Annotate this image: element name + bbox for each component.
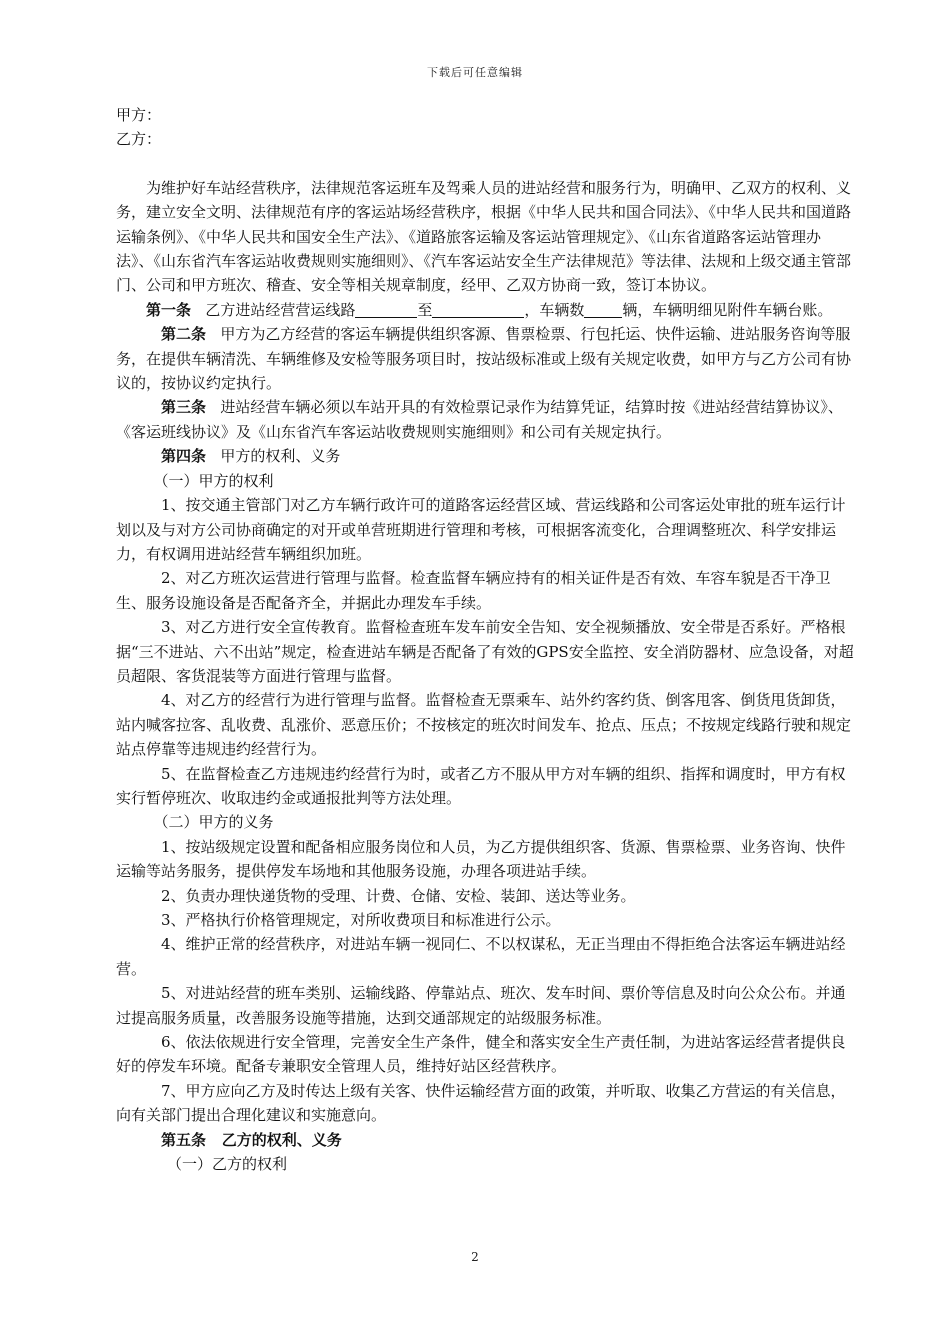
article-5-heading — [116, 1128, 854, 1152]
article-1-text-b: 至 — [417, 300, 433, 319]
article-1-title: 第一条 — [146, 300, 192, 319]
article-5-title: 第五条 — [161, 1130, 207, 1149]
vehicle-count-blank — [584, 301, 622, 318]
article-3 — [116, 395, 854, 444]
page-number: 2 — [471, 1250, 479, 1264]
route-end-blank — [432, 301, 524, 318]
party-a-duty-item: 4、维护正常的经营秩序，对进站车辆一视同仁、不以权谋私，无正当理由不得拒绝合法客运车辆进站经营。 — [116, 935, 846, 978]
party-a-right-item: 3、对乙方进行安全宣传教育。监督检查班车发车前安全告知、安全视频播放、安全带是否系好。严格根据“三不进站、六不出站”规定，检查进站车辆是否配备了有效的GPS安全监控、安全消防器材、应急设备，对超员超限、客货混装等方面进行管理与监督。 — [116, 618, 854, 685]
party-a-duty-item: 3、严格执行价格管理规定，对所收费项目和标准进行公示。 — [161, 911, 561, 929]
party-a-rights-heading: （一）甲方的权利 — [153, 471, 274, 490]
party-a-right-item: 1、按交通主管部门对乙方车辆行政许可的道路客运经营区域、营运线路和公司客运处审批的班车运行计划以及与对方公司协商确定的对开或单营班期进行管理和考核，可根据客流变化，合理调整班次、科学安排运力，有权调用进站经营车辆组织加班。 — [116, 496, 846, 563]
party-a-duty-item: 1、按站级规定设置和配备相应服务岗位和人员，为乙方提供组织客、货源、售票检票、业务咨询、快件运输等站务服务，提供停发车场地和其他服务设施，办理各项进站手续。 — [116, 837, 846, 881]
intro-paragraph: 为维护好车站经营秩序，法律规范客运班车及驾乘人员的进站经营和服务行为，明确甲、乙双方的权利、义务，建立安全文明、法律规范有序的客运站场经营秩序，根据《中华人民共和国合同法》、《中华人民共和国道路运输条例》、《中华人民共和国安全生产法》、《道路旅客运输及客运站管理规定》、《山东省道路客运站管理办法》、《山东省汽车客运站收费规则实施细则》、《汽车客运站安全生产法律规范》等法律、法规和上级交通主管部门、公司和甲方班次、稽查、安全等相关规章制度，经甲、乙双方协商一致，签订本协议。 — [116, 178, 852, 295]
article-2-text: 甲方为乙方经营的客运车辆提供组织客源、售票检票、行包托运、快件运输、进站服务咨询等服务，在提供车辆清洗、车辆维修及安检等服务项目时，按站级标准或上级有关规定收费，如甲方与乙方公司有协议的，按协议约定执行。 — [116, 325, 852, 393]
article-3-title: 第三条 — [161, 398, 207, 417]
article-4-subtitle: 甲方的权利、义务 — [220, 447, 341, 466]
party-a-duties-heading: （二）甲方的义务 — [153, 813, 274, 832]
party-a-duty-item: 5、对进站经营的班车类别、运输线路、停靠站点、班次、发车时间、票价等信息及时向公众公布。并通过提高服务质量，改善服务设施等措施，达到交通部规定的站级服务标准。 — [116, 984, 846, 1027]
article-2 — [116, 322, 854, 395]
party-a-right-item: 2、对乙方班次运营进行管理与监督。检查监督车辆应持有的相关证件是否有效、车容车貌是否干净卫生、服务设施设备是否配备齐全，并据此办理发车手续。 — [116, 569, 831, 612]
party-a-label: 甲方： — [116, 106, 162, 124]
article-1-text-a: 乙方进站经营营运线路 — [205, 300, 356, 319]
party-b-rights-heading: （一）乙方的权利 — [167, 1155, 288, 1174]
party-a-duty-item: 2、负责办理快递货物的受理、计费、仓储、安检、装卸、送达等业务。 — [161, 886, 636, 905]
party-a-duty-item: 6、依法依规进行安全管理，完善安全生产条件，健全和落实安全生产责任制，为进站客运经营者提供良好的停发车环境。配备专兼职安全管理人员，维持好站区经营秩序。 — [116, 1033, 846, 1076]
page-header: 下载后可任意编辑 — [427, 66, 523, 79]
party-a-right-item: 5、在监督检查乙方违规违约经营行为时，或者乙方不服从甲方对车辆的组织、指挥和调度时，甲方有权实行暂停班次、收取违约金或通报批判等方法处理。 — [116, 764, 846, 807]
article-1-text-d: 辆，车辆明细见附件车辆台账。 — [622, 300, 833, 319]
article-1 — [116, 298, 854, 322]
document-body — [116, 103, 854, 1176]
article-5-subtitle: 乙方的权利、义务 — [221, 1130, 342, 1149]
article-4-heading — [116, 444, 854, 468]
article-2-title: 第二条 — [161, 325, 207, 344]
party-a-duty-item: 7、甲方应向乙方及时传达上级有关客、快件运输经营方面的政策，并听取、收集乙方营运的有关信息，向有关部门提出合理化建议和实施意向。 — [116, 1081, 846, 1125]
spacer — [116, 152, 854, 176]
route-start-blank — [355, 301, 417, 318]
party-a-right-item: 4、对乙方的经营行为进行管理与监督。监督检查无票乘车、站外约客约货、倒客甩客、倒货甩货卸货，站内喊客拉客、乱收费、乱涨价、恶意压价；不按核定的班次时间发车、抢点、压点；不按规定线路行驶和规定站点停靠等违规违约经营行为。 — [116, 691, 852, 759]
article-4-title: 第四条 — [161, 447, 207, 466]
article-3-text: 进站经营车辆必须以车站开具的有效检票记录作为结算凭证，结算时按《进站经营结算协议》、《客运班线协议》及《山东省汽车客运站收费规则实施细则》和公司有关规定执行。 — [116, 398, 843, 441]
party-b-label: 乙方： — [116, 130, 162, 149]
article-1-text-c: ，车辆数 — [524, 300, 585, 319]
